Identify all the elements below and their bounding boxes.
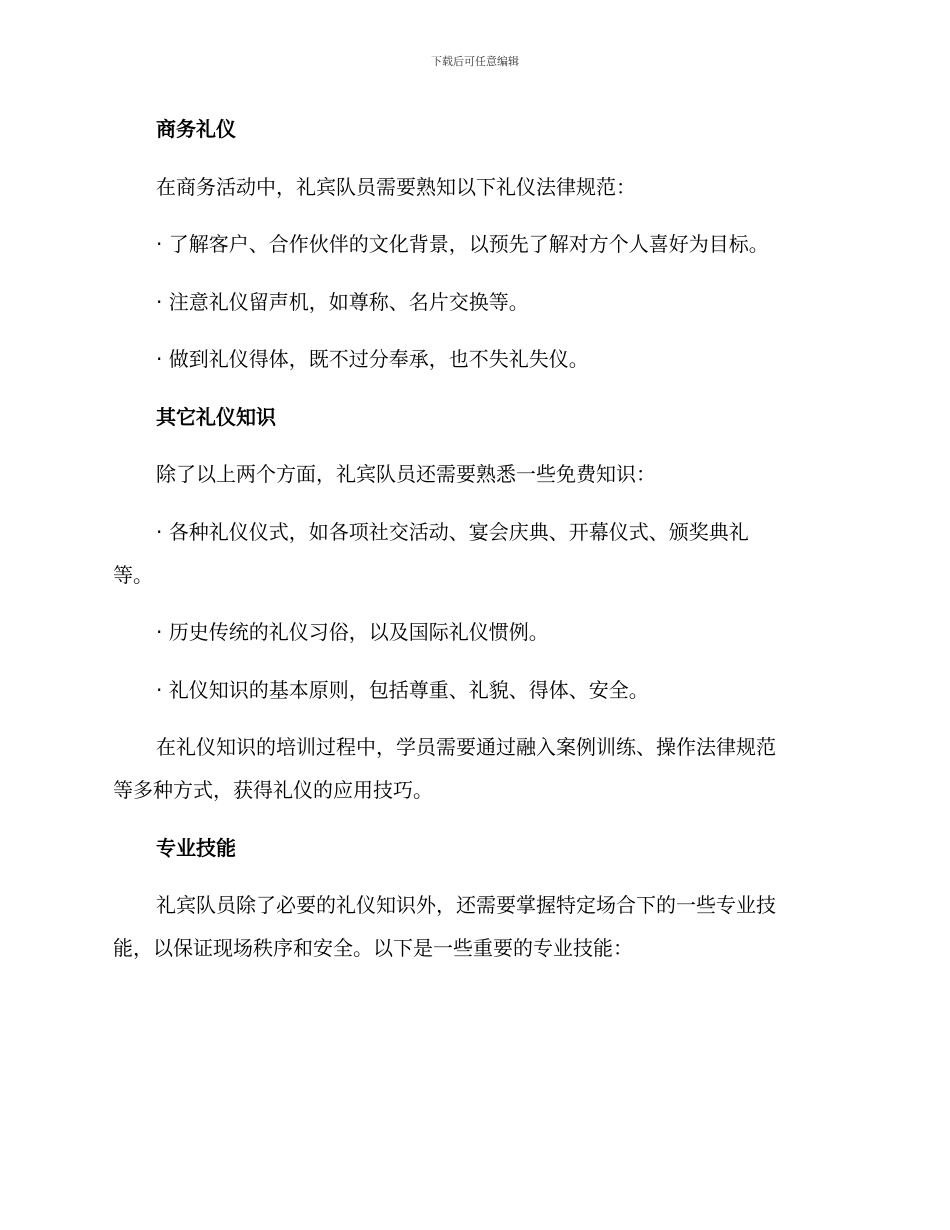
paragraph-line: 礼宾队员除了必要的礼仪知识外，还需要掌握特定场合下的一些专业技 (156, 893, 776, 917)
section-heading-other-etiquette: 其它礼仪知识 (156, 404, 276, 429)
paragraph-line: 在礼仪知识的培训过程中，学员需要通过融入案例训练、操作法律规范 (156, 735, 776, 759)
paragraph-line-continued: 等多种方式，获得礼仪的应用技巧。 (113, 778, 433, 802)
paragraph-other-intro: 除了以上两个方面，礼宾队员还需要熟悉一些免费知识： (156, 462, 656, 486)
paragraph-business-intro: 在商务活动中，礼宾队员需要熟知以下礼仪法律规范： (156, 174, 636, 199)
header-note: 下载后可任意编辑 (431, 55, 519, 68)
bullet-line-continued: 等。 (113, 562, 153, 587)
section-heading-professional-skills: 专业技能 (156, 835, 236, 860)
section-heading-business-etiquette: 商务礼仪 (156, 117, 236, 141)
bullet-item: · 礼仪知识的基本原则，包括尊重、礼貌、得体、安全。 (156, 677, 649, 702)
bullet-item: · 历史传统的礼仪习俗，以及国际礼仪惯例。 (156, 620, 549, 644)
bullet-item-ceremonies (113, 511, 841, 597)
bullet-item: · 做到礼仪得体，既不过分奉承，也不失礼失仪。 (156, 347, 589, 371)
paragraph-training (113, 726, 841, 812)
bullet-item: · 了解客户、合作伙伴的文化背景，以预先了解对方个人喜好为目标。 (156, 232, 769, 256)
bullet-item: · 注意礼仪留声机，如尊称、名片交换等。 (156, 289, 529, 314)
paragraph-line-continued: 能，以保证现场秩序和安全。以下是一些重要的专业技能： (113, 936, 633, 960)
bullet-line: · 各种礼仪仪式，如各项社交活动、宴会庆典、开幕仪式、颁奖典礼 (156, 519, 749, 544)
paragraph-skills-intro (113, 884, 841, 970)
document-body (113, 108, 841, 985)
